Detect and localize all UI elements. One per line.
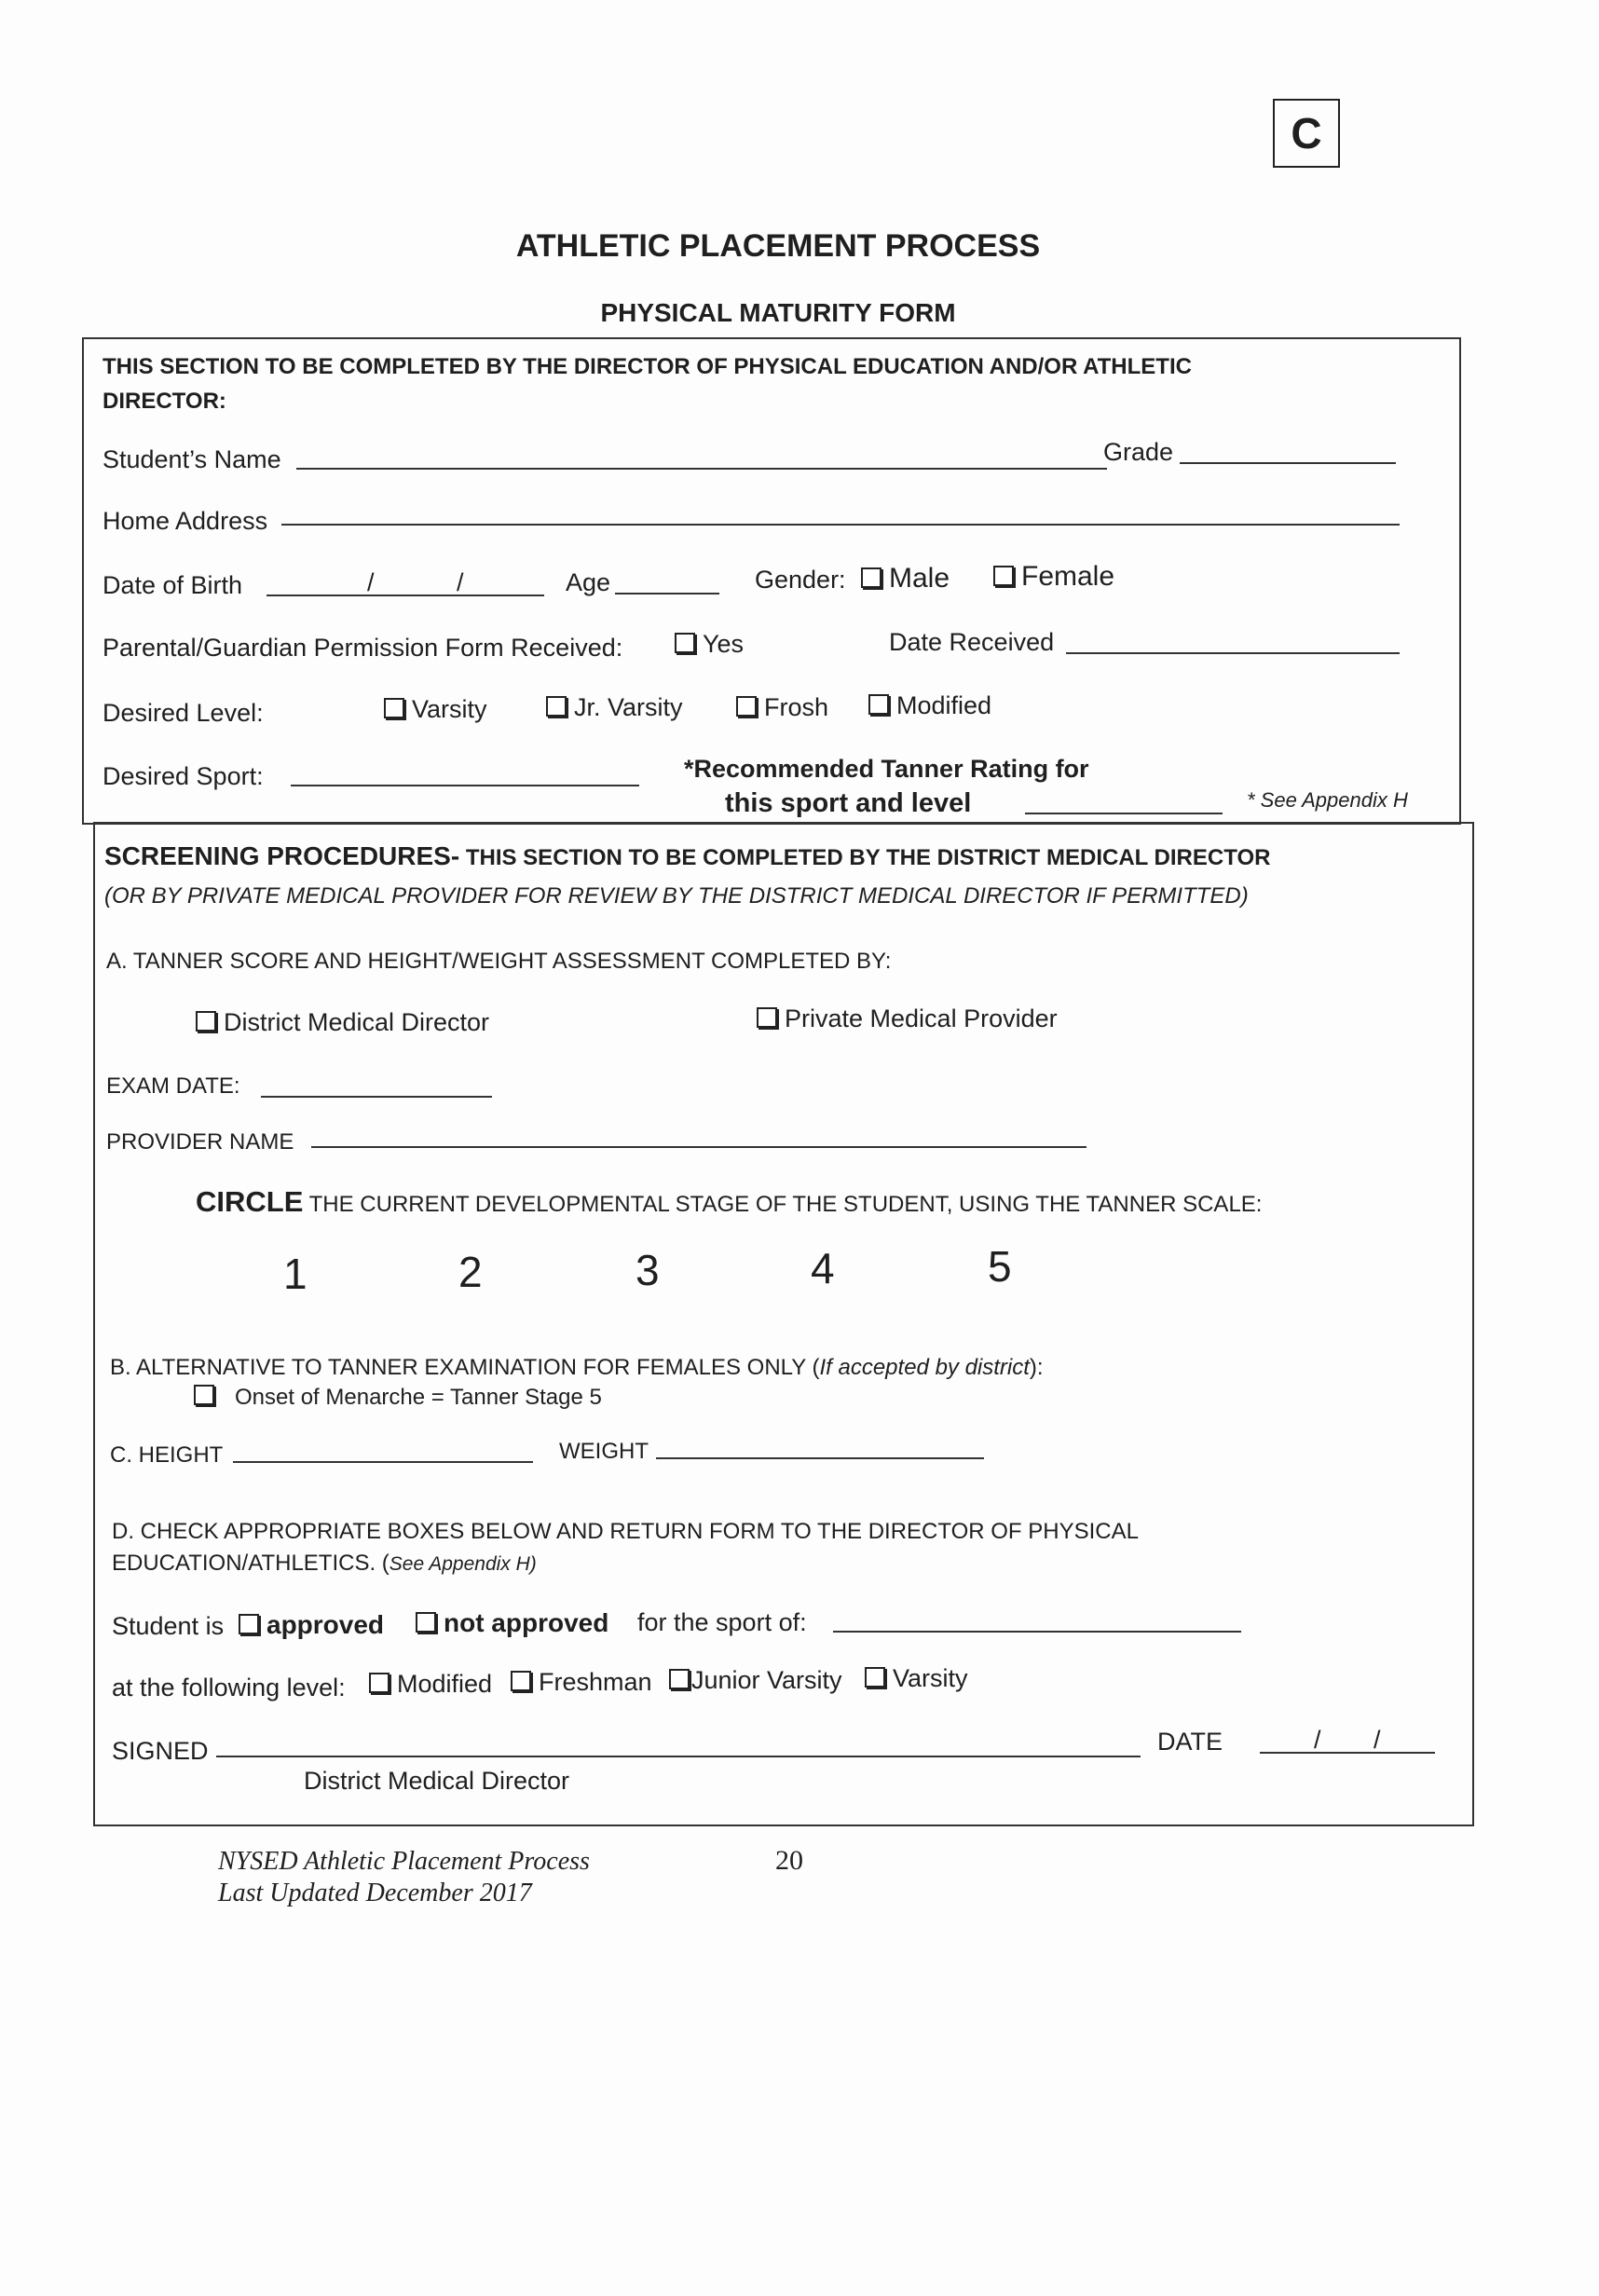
- approved-checkbox[interactable]: [239, 1614, 259, 1634]
- screening-header-note: (OR BY PRIVATE MEDICAL PROVIDER FOR REVIEW BY THE DISTRICT MEDICAL DIRECTOR IF PERMITTED): [104, 883, 1249, 909]
- desired-sport-field[interactable]: [291, 785, 639, 786]
- sign-date-label: DATE: [1157, 1728, 1223, 1756]
- jv-checkbox[interactable]: [546, 696, 567, 717]
- level-varsity-option[interactable]: [384, 697, 487, 722]
- permission-label: Parental/Guardian Permission Form Received:: [102, 634, 623, 662]
- height-field[interactable]: [233, 1461, 533, 1463]
- exam-date-label: EXAM DATE:: [106, 1073, 240, 1099]
- approved-option[interactable]: [239, 1612, 384, 1638]
- footer-publication: NYSED Athletic Placement Process: [218, 1847, 590, 1876]
- not-approved-option[interactable]: [416, 1610, 608, 1636]
- age-field[interactable]: [615, 593, 719, 594]
- form-letter-box: [1273, 99, 1340, 168]
- dob-label: Date of Birth: [102, 571, 243, 599]
- jv-label: Jr. Varsity: [574, 693, 683, 721]
- see-appendix-note: * See Appendix H: [1247, 788, 1408, 812]
- sign-date-separator: /: [1374, 1726, 1381, 1754]
- yes-checkbox[interactable]: [675, 633, 695, 653]
- frosh-label: Frosh: [764, 693, 829, 721]
- footer-updated: Last Updated December 2017: [218, 1879, 532, 1907]
- approved-modified-checkbox[interactable]: [369, 1673, 390, 1693]
- check-boxes-instruction-cont: [112, 1552, 537, 1575]
- district-md-label: District Medical Director: [224, 1008, 490, 1036]
- gender-female-option[interactable]: [993, 563, 1114, 591]
- tanner-stage-3[interactable]: 3: [636, 1246, 660, 1294]
- circle-instruction: [196, 1187, 1262, 1216]
- approved-jv-label: Junior Varsity: [691, 1666, 842, 1694]
- private-provider-option[interactable]: [757, 1006, 1058, 1032]
- alternative-label: [110, 1357, 1044, 1379]
- signature-field[interactable]: [216, 1756, 1141, 1757]
- exam-date-field[interactable]: [261, 1096, 492, 1098]
- district-md-checkbox[interactable]: [196, 1011, 216, 1032]
- section-director-header-cont: DIRECTOR:: [102, 389, 226, 414]
- approved-sport-field[interactable]: [833, 1631, 1241, 1633]
- desired-level-label: Desired Level:: [102, 699, 264, 727]
- approved-level-modified-option[interactable]: [369, 1672, 492, 1697]
- male-label: Male: [889, 563, 950, 594]
- approved-freshman-label: Freshman: [539, 1668, 652, 1696]
- grade-label: Grade: [1103, 438, 1174, 466]
- approved-label: approved: [266, 1610, 385, 1639]
- home-address-field[interactable]: [281, 524, 1400, 526]
- frosh-checkbox[interactable]: [736, 696, 757, 717]
- menarche-checkbox[interactable]: [194, 1385, 214, 1405]
- provider-name-field[interactable]: [311, 1146, 1086, 1148]
- tanner-stage-1[interactable]: 1: [283, 1250, 308, 1298]
- not-approved-label: not approved: [444, 1608, 609, 1637]
- male-checkbox[interactable]: [861, 567, 882, 588]
- alternative-label-text: B. ALTERNATIVE TO TANNER EXAMINATION FOR FEMALES ONLY (: [110, 1355, 820, 1380]
- height-label: C. HEIGHT: [110, 1442, 224, 1468]
- approved-varsity-checkbox[interactable]: [865, 1667, 885, 1688]
- varsity-label: Varsity: [412, 695, 487, 723]
- approved-level-freshman-option[interactable]: [511, 1670, 652, 1695]
- form-letter: C: [1291, 109, 1322, 157]
- level-jv-option[interactable]: [546, 695, 683, 720]
- sign-date-separator: /: [1314, 1726, 1321, 1754]
- tanner-stage-4[interactable]: 4: [811, 1244, 835, 1292]
- check-boxes-instruction: D. CHECK APPROPRIATE BOXES BELOW AND RETURN FORM TO THE DIRECTOR OF PHYSICAL: [112, 1519, 1139, 1544]
- alternative-label-note: If accepted by district: [819, 1355, 1030, 1380]
- for-sport-label: for the sport of:: [637, 1608, 807, 1636]
- page-title: ATHLETIC PLACEMENT PROCESS: [515, 228, 1041, 264]
- section-director-header: THIS SECTION TO BE COMPLETED BY THE DIRECTOR OF PHYSICAL EDUCATION AND/OR ATHLETIC: [102, 354, 1192, 379]
- approved-varsity-label: Varsity: [893, 1664, 968, 1692]
- gender-label: Gender:: [755, 566, 846, 594]
- recommended-rating-label-cont: this sport and level: [725, 788, 972, 818]
- desired-sport-label: Desired Sport:: [102, 762, 264, 790]
- screening-header-rest: THIS SECTION TO BE COMPLETED BY THE DISTRICT MEDICAL DIRECTOR: [459, 845, 1271, 870]
- student-name-field[interactable]: [296, 468, 1107, 470]
- tanner-stage-5[interactable]: 5: [988, 1242, 1012, 1291]
- page-subtitle: PHYSICAL MATURITY FORM: [600, 298, 956, 327]
- following-level-label: at the following level:: [112, 1674, 346, 1702]
- signed-label: SIGNED: [112, 1737, 209, 1765]
- district-md-option[interactable]: [196, 1010, 489, 1035]
- screening-header: [104, 843, 1270, 869]
- approved-freshman-checkbox[interactable]: [511, 1671, 531, 1691]
- date-received-label: Date Received: [889, 628, 1055, 656]
- modified-checkbox[interactable]: [868, 694, 889, 715]
- circle-instruction-rest: THE CURRENT DEVELOPMENTAL STAGE OF THE STUDENT, USING THE TANNER SCALE:: [303, 1192, 1263, 1217]
- dob-field[interactable]: [266, 594, 544, 596]
- home-address-label: Home Address: [102, 507, 268, 535]
- date-received-field[interactable]: [1066, 652, 1400, 654]
- check-boxes-instruction-text: EDUCATION/ATHLETICS. (: [112, 1551, 390, 1576]
- recommended-rating-field[interactable]: [1025, 813, 1223, 814]
- varsity-checkbox[interactable]: [384, 698, 404, 718]
- screening-header-bold: SCREENING PROCEDURES-: [104, 841, 460, 870]
- not-approved-checkbox[interactable]: [416, 1612, 436, 1633]
- permission-yes-option[interactable]: [675, 632, 744, 657]
- level-modified-option[interactable]: [868, 693, 991, 718]
- dob-separator: /: [457, 568, 464, 596]
- approved-level-varsity-option[interactable]: [865, 1666, 968, 1691]
- student-is-label: Student is: [112, 1612, 225, 1640]
- tanner-assessment-label: A. TANNER SCORE AND HEIGHT/WEIGHT ASSESSMENT COMPLETED BY:: [106, 949, 892, 974]
- recommended-rating-label: *Recommended Tanner Rating for: [684, 755, 1089, 783]
- level-frosh-option[interactable]: [736, 695, 828, 720]
- signature-caption: District Medical Director: [304, 1767, 570, 1795]
- approved-modified-label: Modified: [397, 1670, 493, 1698]
- female-label: Female: [1021, 561, 1115, 592]
- dob-separator: /: [367, 568, 375, 596]
- modified-label: Modified: [896, 691, 992, 719]
- circle-word: CIRCLE: [196, 1185, 304, 1218]
- weight-label: WEIGHT: [559, 1439, 649, 1464]
- tanner-stage-2[interactable]: 2: [458, 1248, 483, 1296]
- grade-field[interactable]: [1180, 462, 1396, 464]
- provider-name-label: PROVIDER NAME: [106, 1129, 294, 1155]
- weight-field[interactable]: [656, 1457, 984, 1459]
- page-number: 20: [775, 1845, 803, 1876]
- alternative-label-end: ):: [1029, 1355, 1044, 1380]
- yes-label: Yes: [703, 630, 745, 658]
- private-provider-label: Private Medical Provider: [785, 1004, 1058, 1032]
- sign-date-field[interactable]: [1260, 1752, 1435, 1754]
- age-label: Age: [566, 568, 611, 596]
- approved-level-jv-option[interactable]: [669, 1668, 842, 1693]
- student-name-label: Student’s Name: [102, 445, 281, 473]
- private-provider-checkbox[interactable]: [757, 1007, 777, 1028]
- approved-jv-checkbox[interactable]: [669, 1669, 690, 1689]
- female-checkbox[interactable]: [993, 566, 1014, 586]
- check-boxes-instruction-note: See Appendix H): [389, 1553, 537, 1575]
- menarche-option[interactable]: [194, 1385, 602, 1409]
- gender-male-option[interactable]: [861, 565, 950, 593]
- menarche-label: Onset of Menarche = Tanner Stage 5: [235, 1385, 602, 1410]
